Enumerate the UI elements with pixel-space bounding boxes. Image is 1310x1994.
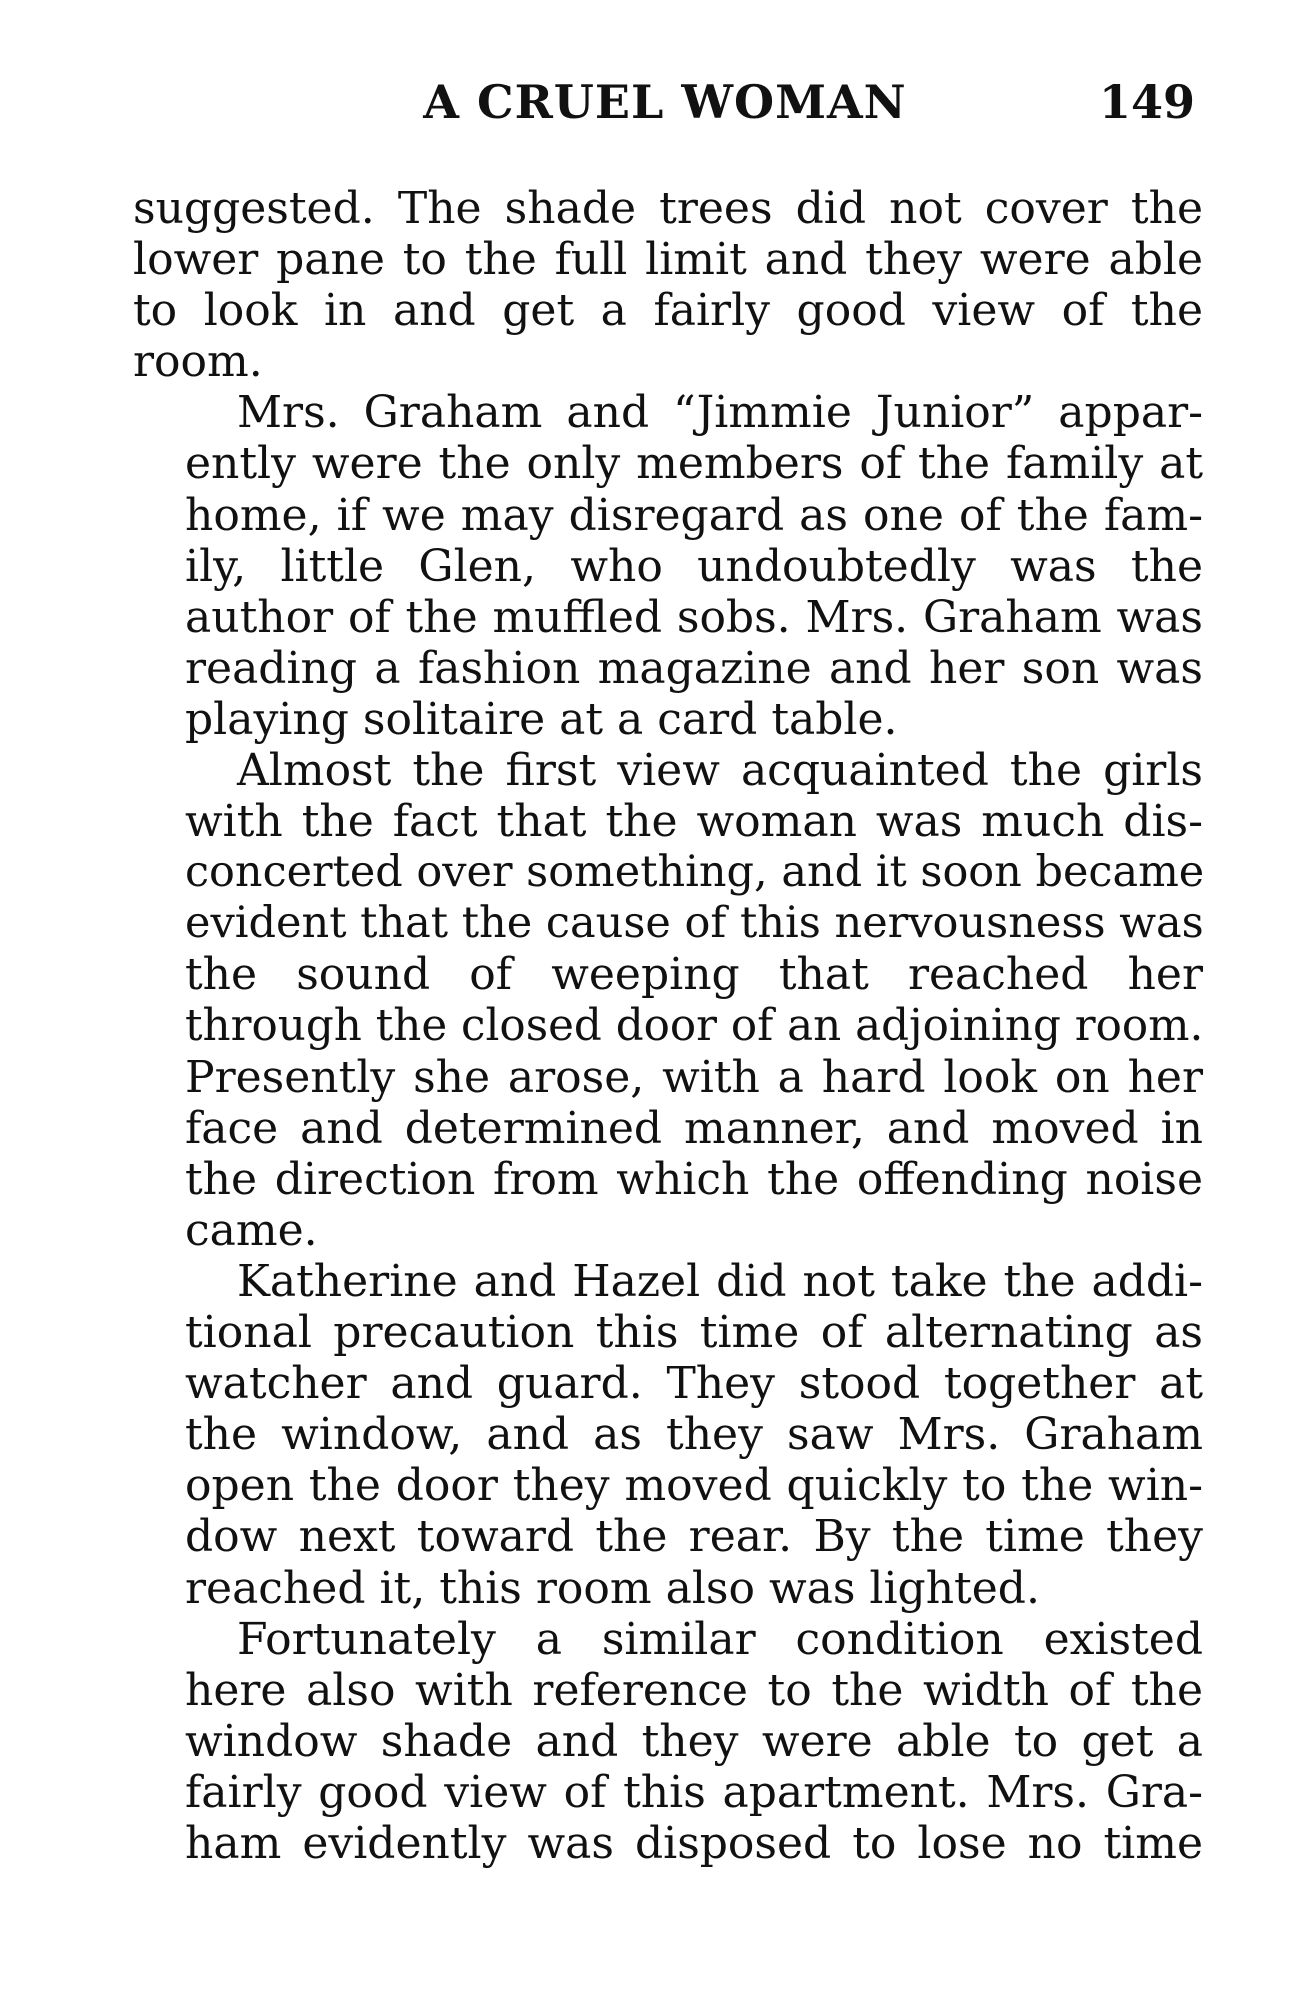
running-title: A CRUEL WOMAN: [423, 75, 907, 129]
text-line: playing solitaire at a card table.: [185, 693, 898, 745]
running-head: [135, 72, 1195, 132]
text-line: ily, little Glen, who undoubtedly was the: [185, 540, 1203, 592]
text-line: came.: [185, 1204, 318, 1256]
text-line: the direction from which the offending noise: [185, 1153, 1203, 1205]
text-line: with the fact that the woman was much dis-: [185, 796, 1203, 848]
text-body: [133, 183, 1203, 1869]
text-line: lower pane to the full limit and they were able: [133, 234, 1203, 286]
text-line: home, if we may disregard as one of the fam-: [185, 489, 1203, 541]
text-line: here also with reference to the width of the: [185, 1664, 1203, 1716]
text-line: face and determined manner, and moved in: [185, 1102, 1203, 1154]
text-line: concerted over something, and it soon became: [185, 847, 1205, 898]
text-line: dow next toward the rear. By the time they: [185, 1511, 1203, 1563]
text-line: the window, and as they saw Mrs. Graham: [185, 1409, 1203, 1461]
text-line: suggested. The shade trees did not cover the: [133, 183, 1203, 234]
text-line: Katherine and Hazel did not take the addi-: [237, 1255, 1203, 1307]
page-number: 149: [1098, 75, 1195, 129]
paragraph-5: [133, 1614, 1203, 1869]
text-line: Presently she arose, with a hard look on her: [185, 1051, 1203, 1103]
text-line: fairly good view of this apartment. Mrs. Gra-: [185, 1766, 1203, 1818]
paragraph-2: [133, 387, 1203, 745]
text-line: evident that the cause of this nervousness was: [185, 898, 1204, 949]
text-line: to look in and get a fairly good view of the: [133, 285, 1203, 337]
text-line: tional precaution this time of alternating as: [185, 1307, 1203, 1359]
paragraph-4: [133, 1256, 1203, 1614]
paragraph-3: [133, 745, 1203, 1256]
text-line: Almost the first view acquainted the girls: [237, 745, 1203, 797]
text-line: window shade and they were able to get a: [185, 1715, 1203, 1767]
text-line: room.: [133, 336, 263, 388]
text-line: Mrs. Graham and “Jimmie Junior” appar-: [237, 387, 1203, 439]
text-line: watcher and guard. They stood together at: [185, 1358, 1203, 1410]
text-line: open the door they moved quickly to the win-: [185, 1460, 1203, 1512]
text-line: through the closed door of an adjoining room.: [185, 1000, 1204, 1051]
text-line: Fortunately a similar condition existed: [237, 1613, 1203, 1665]
text-line: reached it, this room also was lighted.: [185, 1562, 1040, 1614]
text-line: ently were the only members of the family at: [185, 438, 1203, 490]
text-line: author of the muffled sobs. Mrs. Graham was: [185, 591, 1203, 643]
paragraph-1: [133, 183, 1203, 387]
text-line: reading a fashion magazine and her son was: [185, 642, 1203, 694]
text-line: ham evidently was disposed to lose no time: [185, 1818, 1203, 1869]
text-line: the sound of weeping that reached her: [185, 949, 1203, 1001]
